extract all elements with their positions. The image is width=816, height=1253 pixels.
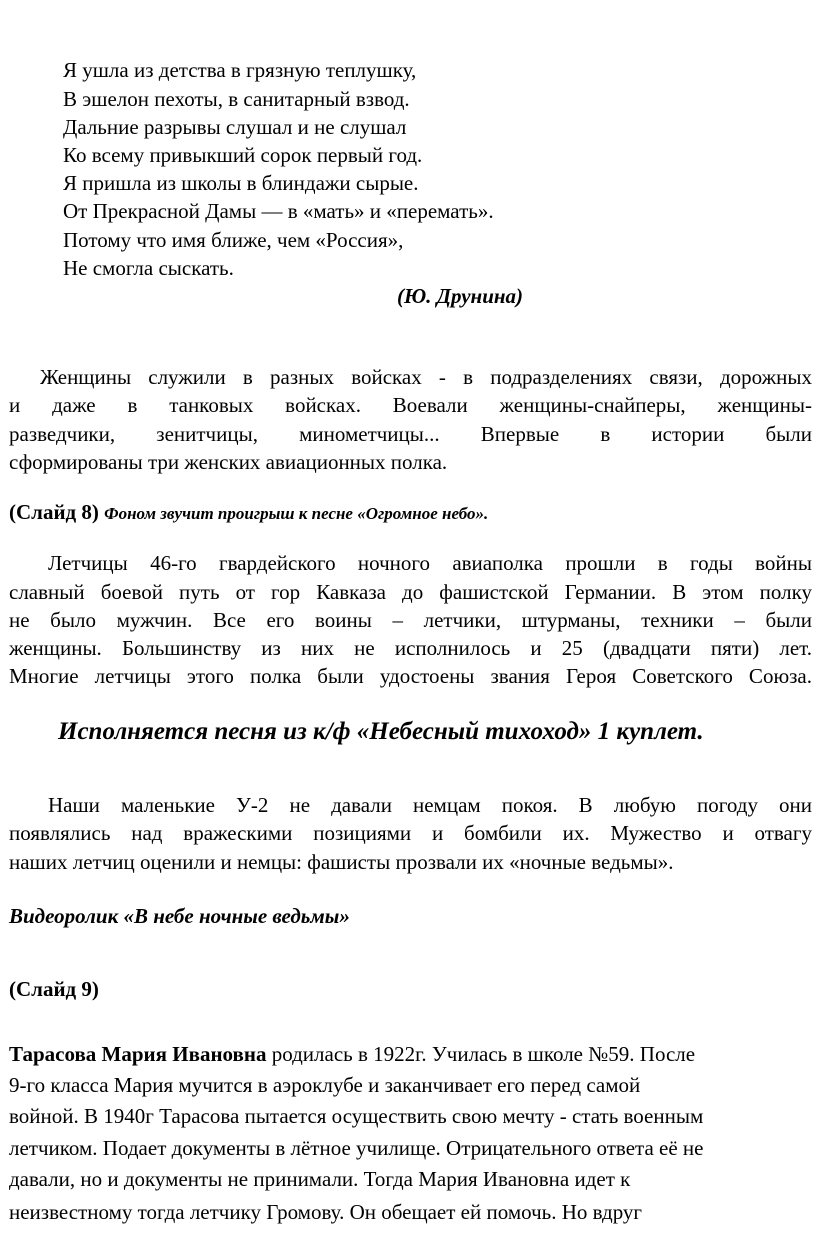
- slide-8-cue: [9, 499, 488, 527]
- person-name: Тарасова Мария Ивановна: [9, 1042, 267, 1066]
- text-line: появлялись над вражескими позициями и бомбили их. Мужество и отвагу: [9, 821, 812, 845]
- text-line: неизвестному тогда летчику Громову. Он обещает ей помочь. Но вдруг: [9, 1200, 643, 1224]
- text-line: летчиком. Подает документы в лётное училище. Отрицательного ответа её не: [9, 1136, 704, 1160]
- text-line: войной. В 1940г Тарасова пытается осуществить свою мечту - стать военным: [9, 1104, 704, 1128]
- song-heading: Исполняется песня из к/ф «Небесный тихоход» 1 куплет.: [58, 718, 704, 745]
- text-line: [9, 1041, 695, 1067]
- text-line: Наши маленькие У-2 не давали немцам покоя. В любую погоду они: [48, 793, 812, 817]
- text-line: разведчики, зенитчицы, минометчицы... Впервые в истории были: [9, 422, 812, 446]
- text-line: Летчицы 46-го гвардейского ночного авиаполка прошли в годы войны: [48, 551, 812, 575]
- poem-line: Я ушла из детства в грязную теплушку,: [63, 58, 417, 82]
- text-line: Многие летчицы этого полка были удостоены звания Героя Советского Союза.: [9, 664, 812, 688]
- text-line: не было мужчин. Все его воины – летчики, штурманы, техники – были: [9, 608, 812, 632]
- slide-note: Фоном звучит проигрыш к песне «Огромное небо».: [104, 504, 489, 523]
- poem-line: Ко всему привыкший сорок первый год.: [63, 143, 423, 167]
- poem-line: Не смогла сыскать.: [63, 256, 234, 280]
- text-line: сформированы три женских авиационных полка.: [9, 450, 448, 474]
- text-line: наших летчиц оценили и немцы: фашисты прозвали их «ночные ведьмы».: [9, 850, 674, 874]
- poem-line: Дальние разрывы слушал и не слушал: [63, 115, 407, 139]
- text-line: давали, но и документы не принимали. Тогда Мария Ивановна идет к: [9, 1167, 631, 1191]
- text-line: Женщины служили в разных войсках - в подразделениях связи, дорожных: [40, 365, 812, 389]
- text-line: 9-го класса Мария мучится в аэроклубе и заканчивает его перед самой: [9, 1073, 641, 1097]
- slide-label: (Слайд 8): [9, 500, 99, 524]
- text-line: славный боевой путь от гор Кавказа до фашистской Германии. В этом полку: [9, 580, 812, 604]
- slide-9-cue: (Слайд 9): [9, 977, 99, 1001]
- poem-line: Потому что имя ближе, чем «Россия»,: [63, 228, 404, 252]
- poem-line: Я пришла из школы в блиндажи сырые.: [63, 171, 419, 195]
- poem-line: В эшелон пехоты, в санитарный взвод.: [63, 87, 410, 111]
- video-cue: Видеоролик «В небе ночные ведьмы»: [9, 904, 350, 928]
- text-span: родилась в 1922г. Училась в школе №59. После: [266, 1042, 696, 1066]
- poem-author: (Ю. Друнина): [397, 284, 524, 308]
- poem-line: От Прекрасной Дамы — в «мать» и «перемать».: [63, 199, 494, 223]
- text-line: и даже в танковых войсках. Воевали женщины-снайперы, женщины-: [9, 393, 812, 417]
- text-line: женщины. Большинству из них не исполнилось и 25 (двадцати пяти) лет.: [9, 636, 812, 660]
